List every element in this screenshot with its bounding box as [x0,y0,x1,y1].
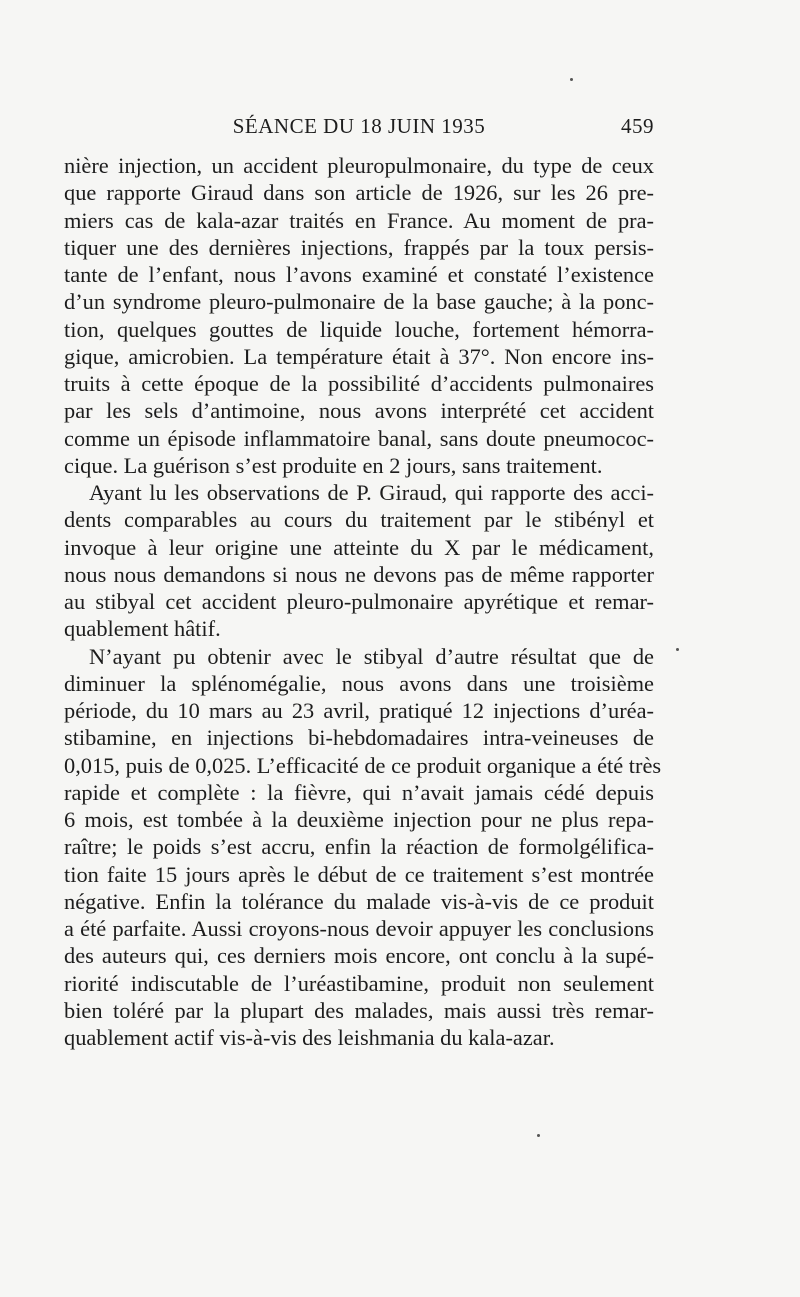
text-line: Ayant lu les observations de P. Giraud, qui rapporte des acci- [89,480,654,505]
running-head [64,114,654,144]
text-line: N’ayant pu obtenir avec le stibyal d’autre résultat que de [89,643,654,669]
text-line: des auteurs qui, ces derniers mois encore, ont conclu à la supé- [64,943,654,969]
text-line: raître; le poids s’est accru, enfin la réaction de formolgélifica- [64,834,654,860]
text-line: 6 mois, est tombée à la deuxième injection pour ne plus repa- [64,807,654,832]
text-line: nière injection, un accident pleuropulmonaire, du type de ceux [64,153,654,178]
text-line: 0,015, puis de 0,025. L’efficacité de ce produit organique a été très [64,752,662,778]
text-line: que rapporte Giraud dans son article de 1926, sur les 26 pre- [64,180,654,206]
text-line: par les sels d’antimoine, nous avons interprété cet accident [64,398,654,424]
page-number: 459 [621,114,654,138]
text-line: comme un épisode inflammatoire banal, sans doute pneumococ- [64,425,654,451]
text-line: rapide et complète : la fièvre, qui n’avait jamais cédé depuis [64,779,654,805]
running-title: SÉANCE DU 18 JUIN 1935 [232,114,486,138]
paragraph-1 [64,152,654,479]
text-line: a été parfaite. Aussi croyons-nous devoir appuyer les conclusions [64,916,654,941]
paragraph-2 [64,479,654,643]
text-line: tante de l’enfant, nous l’avons examiné et constaté l’existence [64,262,654,287]
text-line: riorité indiscutable de l’uréastibamine, produit non seulement [64,970,654,996]
text-line: tion faite 15 jours après le début de ce traitement s’est montrée [64,861,654,887]
text-line: stibamine, en injections bi-hebdomadaires intra-veineuses de [64,725,654,751]
text-line: quablement hâtif. [64,616,221,642]
text-line: gique, amicrobien. La température était à 37°. Non encore ins- [64,343,654,369]
scan-speck [570,78,573,81]
text-line: miers cas de kala-azar traités en France. Au moment de pra- [64,207,654,233]
text-line: cique. La guérison s’est produite en 2 jours, sans traitement. [64,452,603,478]
text-line: invoque à leur origine une atteinte du X par le médicament, [64,534,654,560]
text-line: période, du 10 mars au 23 avril, pratiqué 12 injections d’uréa- [64,698,654,723]
scan-speck [676,648,679,651]
text-line: nous nous demandons si nous ne devons pas de même rapporter [64,561,654,587]
text-line: d’un syndrome pleuro-pulmonaire de la base gauche; à la ponc- [64,289,654,315]
text-line: tion, quelques gouttes de liquide louche, fortement hémorra- [64,316,654,342]
text-line: tiquer une des dernières injections, frappés par la toux persis- [64,234,654,260]
text-line: bien toléré par la plupart des malades, mais aussi très remar- [64,997,654,1023]
text-line: dents comparables au cours du traitement par le stibényl et [64,507,654,533]
text-line: diminuer la splénomégalie, nous avons dans une troisième [64,670,654,696]
text-line: au stibyal cet accident pleuro-pulmonaire apyrétique et remar- [64,589,654,614]
scan-speck [537,1134,540,1137]
body-text [64,152,662,1051]
text-line: négative. Enfin la tolérance du malade vis-à-vis de ce produit [64,888,654,914]
text-line: truits à cette époque de la possibilité d’accidents pulmonaires [64,371,654,396]
paragraph-3 [64,643,662,1052]
text-line: quablement actif vis-à-vis des leishmania du kala-azar. [64,1025,555,1050]
